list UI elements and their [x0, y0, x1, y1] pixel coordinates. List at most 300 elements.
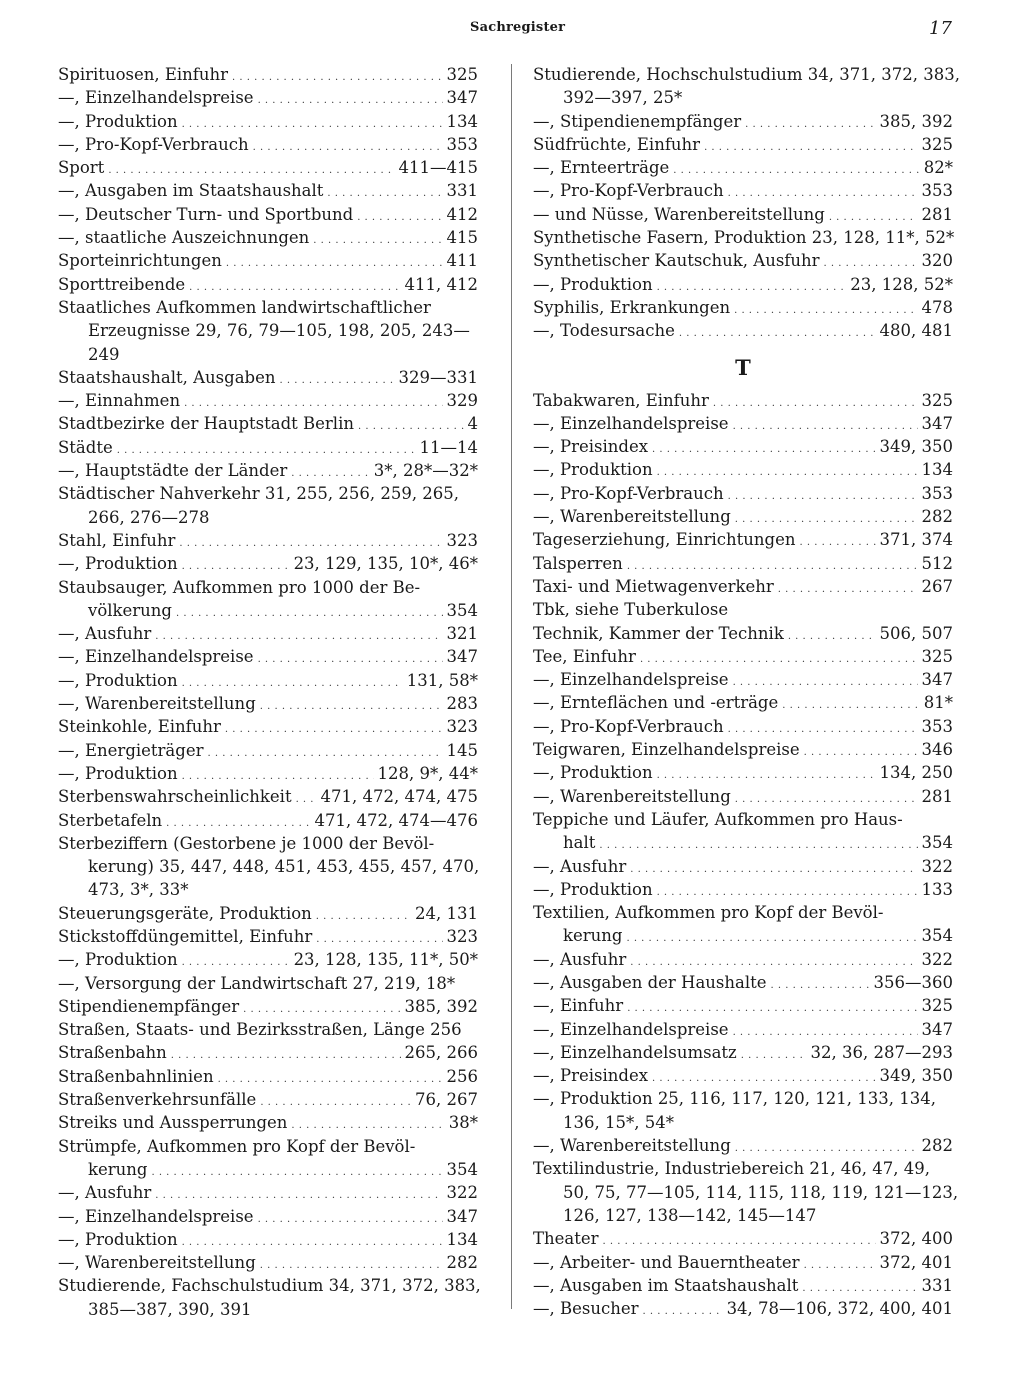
index-entry — [533, 948, 953, 971]
entry-term: Staubsauger, Aufkommen pro 1000 der Be- — [58, 577, 421, 597]
entry-term: —, Pro-Kopf-Verbrauch — [58, 134, 249, 154]
index-entry — [58, 459, 478, 482]
entry-page-refs: 354 — [921, 833, 953, 853]
index-entry — [58, 925, 478, 948]
entry-term: Sterbetafeln — [58, 810, 163, 830]
entry-term: —, Ernteerträge — [533, 158, 670, 178]
entry-term: 126, 127, 138—142, 145—147 — [563, 1205, 817, 1225]
entry-page-refs: 3*, 28*—32* — [373, 461, 478, 481]
index-entry — [533, 738, 953, 761]
index-entry — [58, 529, 478, 552]
entry-page-refs: 323 — [446, 530, 478, 550]
index-entry — [533, 412, 953, 435]
entry-term: —, Ausgaben im Staatshaushalt — [58, 181, 324, 201]
running-title: Sachregister — [470, 20, 566, 35]
entry-page-refs: 131, 58* — [406, 670, 478, 690]
entry-page-refs: 267 — [921, 576, 953, 596]
entry-page-refs: 347 — [446, 88, 478, 108]
index-entry — [58, 739, 478, 762]
index-entry — [533, 1227, 953, 1250]
entry-term: —, Stipendienempfänger — [533, 111, 742, 131]
entry-term: —, Produktion — [533, 460, 653, 480]
entry-page-refs: 471, 472, 474, 475 — [320, 787, 478, 807]
entry-term: —, Preisindex — [533, 1066, 649, 1086]
entry-page-refs: 353 — [921, 483, 953, 503]
index-entry-continuation — [533, 1181, 959, 1204]
index-entry-continuation — [58, 1298, 478, 1321]
entry-page-refs: 325 — [921, 646, 953, 666]
entry-page-refs: 412 — [446, 204, 478, 224]
entry-term: —, Pro-Kopf-Verbrauch — [533, 716, 724, 736]
index-entry-continuation — [533, 86, 953, 109]
index-entry — [58, 1205, 478, 1228]
entry-term: —, Warenbereitstellung — [533, 507, 731, 527]
index-entry — [58, 412, 478, 435]
entry-page-refs: 322 — [446, 1183, 478, 1203]
entry-term: Staatshaushalt, Ausgaben — [58, 367, 276, 387]
entry-page-refs: 353 — [921, 716, 953, 736]
entry-term: —, Energieträger — [58, 740, 204, 760]
entry-term: Stadtbezirke der Hauptstadt Berlin — [58, 414, 354, 434]
entry-term: —, Ausfuhr — [58, 624, 152, 644]
entry-term: Tee, Einfuhr — [533, 646, 636, 666]
entry-page-refs: 385, 392 — [404, 996, 478, 1016]
entry-term: —, Pro-Kopf-Verbrauch — [533, 483, 724, 503]
entry-term: Sporteinrichtungen — [58, 251, 222, 271]
index-column-left — [58, 63, 481, 1321]
entry-page-refs: 4 — [467, 414, 478, 434]
index-entry — [533, 528, 953, 551]
entry-term: Straßenbahnlinien — [58, 1066, 214, 1086]
entry-term: —, Produktion — [58, 763, 178, 783]
entry-page-refs: 372, 401 — [879, 1252, 953, 1272]
entry-term: — und Nüsse, Warenbereitstellung — [533, 204, 825, 224]
entry-term: —, Ausfuhr — [533, 856, 627, 876]
index-entry — [533, 482, 953, 505]
entry-term: Staatliches Aufkommen landwirtschaftlicher — [58, 297, 431, 317]
index-entry — [58, 1088, 478, 1111]
index-entry — [58, 1111, 478, 1134]
index-entry — [58, 1065, 478, 1088]
entry-term: —, Produktion — [58, 111, 178, 131]
index-entry — [533, 855, 953, 878]
entry-page-refs: 265, 266 — [404, 1043, 478, 1063]
section-letter: T — [735, 354, 751, 380]
entry-term: kerung — [88, 1159, 148, 1179]
index-entry — [533, 715, 953, 738]
entry-term: Syphilis, Erkrankungen — [533, 297, 731, 317]
entry-term: 50, 75, 77—105, 114, 115, 118, 119, 121—123, — [563, 1182, 959, 1202]
entry-term: Sterbenswahrscheinlichkeit — [58, 787, 292, 807]
entry-term: —, Produktion — [58, 554, 178, 574]
index-entry — [533, 133, 953, 156]
index-entry — [533, 203, 953, 226]
entry-term: —, Produktion — [58, 1229, 178, 1249]
entry-term: Sporttreibende — [58, 274, 186, 294]
index-entry — [533, 1134, 953, 1157]
entry-page-refs: 23, 129, 135, 10*, 46* — [293, 554, 478, 574]
entry-term: —, Deutscher Turn- und Sportbund — [58, 204, 354, 224]
index-entry — [58, 179, 478, 202]
entry-term: Talsperren — [533, 553, 623, 573]
entry-page-refs: 347 — [921, 670, 953, 690]
entry-term: Tageserziehung, Einrichtungen — [533, 530, 796, 550]
index-entry — [533, 808, 953, 831]
entry-page-refs: 385, 392 — [879, 111, 953, 131]
entry-term: —, Einzelhandelspreise — [533, 670, 729, 690]
entry-term: —, Produktion — [58, 950, 178, 970]
index-entry-continuation — [58, 319, 478, 342]
entry-page-refs: 411 — [446, 251, 478, 271]
index-entry — [533, 1087, 953, 1110]
entry-term: kerung) 35, 447, 448, 451, 453, 455, 457, 470, — [88, 857, 480, 877]
entry-page-refs: 323 — [446, 926, 478, 946]
index-entry — [58, 1274, 481, 1297]
index-entry — [533, 1041, 953, 1064]
index-entry — [58, 1181, 478, 1204]
entry-page-refs: 349, 350 — [879, 1066, 953, 1086]
index-entry — [533, 622, 953, 645]
index-entry — [58, 576, 478, 599]
entry-term: —, Warenbereitstellung — [533, 786, 731, 806]
entry-page-refs: 76, 267 — [415, 1090, 478, 1110]
index-entry — [533, 156, 953, 179]
entry-term: —, staatliche Auszeichnungen — [58, 228, 310, 248]
entry-term: —, Einzelhandelspreise — [58, 1206, 254, 1226]
index-entry — [58, 110, 478, 133]
index-entry — [533, 389, 953, 412]
entry-term: Städte — [58, 437, 113, 457]
entry-term: —, Ernteflächen und -erträge — [533, 693, 779, 713]
index-entry — [58, 436, 478, 459]
entry-page-refs: 32, 36, 287—293 — [810, 1042, 953, 1062]
index-entry — [533, 575, 953, 598]
entry-page-refs: 356—360 — [873, 972, 953, 992]
entry-page-refs: 480, 481 — [879, 321, 953, 341]
entry-term: —, Pro-Kopf-Verbrauch — [533, 181, 724, 201]
dot-leader — [778, 575, 918, 601]
entry-page-refs: 331 — [446, 181, 478, 201]
entry-term: —, Todesursache — [533, 321, 675, 341]
index-entry — [58, 972, 478, 995]
entry-page-refs: 512 — [921, 553, 953, 573]
entry-term: Teigwaren, Einzelhandelspreise — [533, 740, 800, 760]
entry-page-refs: 134 — [921, 460, 953, 480]
index-entry — [533, 63, 960, 86]
index-entry — [58, 1041, 478, 1064]
entry-page-refs: 325 — [921, 134, 953, 154]
entry-term: Taxi- und Mietwagenverkehr — [533, 576, 774, 596]
entry-term: Straßenverkehrsunfälle — [58, 1090, 257, 1110]
entry-term: —, Einfuhr — [533, 996, 624, 1016]
entry-page-refs: 471, 472, 474—476 — [314, 810, 478, 830]
entry-page-refs: 411—415 — [398, 158, 478, 178]
entry-term: —, Arbeiter- und Bauerntheater — [533, 1252, 800, 1272]
index-entry-continuation — [533, 1111, 953, 1134]
index-entry — [58, 226, 478, 249]
entry-term: —, Ausfuhr — [533, 949, 627, 969]
index-entry — [58, 482, 478, 505]
index-entry — [533, 226, 953, 249]
entry-term: —, Einzelhandelspreise — [533, 1019, 729, 1039]
index-entry — [58, 203, 478, 226]
index-entry-continuation — [58, 506, 478, 529]
index-entry — [58, 156, 478, 179]
entry-term: halt — [563, 833, 596, 853]
index-entry-continuation — [58, 878, 478, 901]
entry-page-refs: 325 — [446, 65, 478, 84]
entry-term: —, Versorgung der Landwirtschaft 27, 219, 18* — [58, 973, 456, 993]
entry-term: Streiks und Aussperrungen — [58, 1113, 288, 1133]
entry-term: —, Einzelhandelsumsatz — [533, 1042, 737, 1062]
entry-term: Steuerungsgeräte, Produktion — [58, 903, 312, 923]
dot-leader — [643, 1297, 723, 1323]
entry-term: —, Preisindex — [533, 437, 649, 457]
index-entry — [58, 809, 478, 832]
index-entry — [533, 1018, 953, 1041]
column-divider — [511, 64, 512, 1309]
entry-page-refs: 329 — [446, 391, 478, 411]
index-entry — [58, 622, 478, 645]
entry-term: Studierende, Hochschulstudium 34, 371, 372, 383, — [533, 65, 960, 84]
index-entry — [58, 1018, 478, 1041]
entry-term: Städtischer Nahverkehr 31, 255, 256, 259, 265, — [58, 484, 460, 504]
entry-page-refs: 145 — [446, 740, 478, 760]
index-entry — [533, 598, 953, 621]
entry-term: Synthetischer Kautschuk, Ausfuhr — [533, 251, 820, 271]
index-entry — [533, 273, 953, 296]
index-entry — [58, 86, 478, 109]
entry-term: Spirituosen, Einfuhr — [58, 65, 229, 84]
entry-term: 249 — [88, 344, 120, 364]
entry-page-refs: 329—331 — [398, 367, 478, 387]
index-entry — [58, 273, 478, 296]
entry-term: 136, 15*, 54* — [563, 1112, 674, 1132]
entry-term: 385—387, 390, 391 — [88, 1299, 252, 1319]
index-entry-continuation — [533, 924, 953, 947]
entry-term: Technik, Kammer der Technik — [533, 623, 784, 643]
entry-page-refs: 354 — [921, 926, 953, 946]
entry-term: Straßenbahn — [58, 1043, 167, 1063]
entry-term: Erzeugnisse 29, 76, 79—105, 198, 205, 243— — [88, 321, 470, 341]
index-entry-continuation — [58, 343, 478, 366]
entry-term: Tbk, siehe Tuberkulose — [533, 600, 729, 620]
index-entry-continuation — [533, 831, 953, 854]
index-entry — [58, 762, 478, 785]
entry-page-refs: 325 — [921, 996, 953, 1016]
index-entry — [533, 458, 953, 481]
index-entry — [58, 692, 478, 715]
entry-term: Strümpfe, Aufkommen pro Kopf der Bevöl- — [58, 1136, 416, 1156]
entry-page-refs: 321 — [446, 624, 478, 644]
entry-term: Steinkohle, Einfuhr — [58, 717, 221, 737]
index-entry — [58, 249, 478, 272]
entry-term: —, Warenbereitstellung — [58, 1253, 256, 1273]
index-entry — [58, 902, 478, 925]
entry-page-refs: 256 — [446, 1066, 478, 1086]
entry-page-refs: 371, 374 — [879, 530, 953, 550]
entry-term: Stipendienempfänger — [58, 996, 240, 1016]
entry-term: Sport — [58, 158, 105, 178]
index-entry — [533, 691, 953, 714]
index-entry — [533, 1274, 953, 1297]
entry-page-refs: 24, 131 — [415, 903, 478, 923]
index-entry — [58, 995, 478, 1018]
entry-page-refs: 331 — [921, 1275, 953, 1295]
entry-term: Stickstoffdüngemittel, Einfuhr — [58, 926, 313, 946]
index-entry — [58, 785, 478, 808]
entry-term: Textilindustrie, Industriebereich 21, 46, 47, 49, — [533, 1159, 931, 1179]
entry-term: Teppiche und Läufer, Aufkommen pro Haus- — [533, 809, 903, 829]
entry-term: kerung — [563, 926, 623, 946]
index-entry — [533, 1157, 953, 1180]
entry-page-refs: 347 — [446, 647, 478, 667]
entry-term: Stahl, Einfuhr — [58, 530, 176, 550]
entry-page-refs: 320 — [921, 251, 953, 271]
index-entry — [533, 319, 953, 342]
entry-term: —, Produktion — [58, 670, 178, 690]
index-entry — [533, 435, 953, 458]
entry-page-refs: 411, 412 — [404, 274, 478, 294]
entry-term: 392—397, 25* — [563, 88, 683, 108]
index-entry — [58, 1251, 478, 1274]
index-entry — [533, 1251, 953, 1274]
index-entry — [533, 110, 953, 133]
entry-term: —, Produktion 25, 116, 117, 120, 121, 133, 134, — [533, 1089, 936, 1109]
index-entry — [58, 389, 478, 412]
index-entry — [533, 645, 953, 668]
entry-page-refs: 354 — [446, 600, 478, 620]
entry-page-refs: 325 — [921, 390, 953, 410]
entry-term: Textilien, Aufkommen pro Kopf der Bevöl- — [533, 903, 884, 923]
index-entry — [58, 715, 478, 738]
index-entry — [533, 249, 953, 272]
entry-term: —, Einnahmen — [58, 391, 181, 411]
index-entry-continuation — [58, 1158, 478, 1181]
index-entry — [58, 296, 478, 319]
index-entry — [58, 133, 478, 156]
dot-leader — [679, 319, 876, 345]
entry-term: Studierende, Fachschulstudium 34, 371, 372, 383, — [58, 1276, 481, 1296]
entry-term: —, Warenbereitstellung — [58, 694, 256, 714]
entry-term: —, Besucher — [533, 1299, 639, 1319]
entry-page-refs: 353 — [921, 181, 953, 201]
entry-page-refs: 282 — [921, 1136, 953, 1156]
entry-term: —, Einzelhandelspreise — [58, 647, 254, 667]
index-entry — [533, 505, 953, 528]
page-number: 17 — [929, 18, 952, 39]
entry-page-refs: 134, 250 — [879, 763, 953, 783]
entry-page-refs: 133 — [921, 879, 953, 899]
entry-term: —, Ausgaben im Staatshaushalt — [533, 1275, 799, 1295]
entry-page-refs: 82* — [923, 158, 953, 178]
entry-page-refs: 322 — [921, 856, 953, 876]
index-column-right — [533, 63, 960, 1320]
index-entry — [58, 645, 478, 668]
entry-page-refs: 347 — [446, 1206, 478, 1226]
entry-page-refs: 349, 350 — [879, 437, 953, 457]
entry-page-refs: 353 — [446, 134, 478, 154]
entry-term: —, Produktion — [533, 274, 653, 294]
index-entry — [58, 832, 478, 855]
entry-page-refs: 506, 507 — [879, 623, 953, 643]
entry-page-refs: 81* — [923, 693, 953, 713]
entry-page-refs: 323 — [446, 717, 478, 737]
index-entry — [533, 878, 953, 901]
entry-term: —, Produktion — [533, 763, 653, 783]
entry-page-refs: 281 — [921, 786, 953, 806]
entry-page-refs: 354 — [446, 1159, 478, 1179]
entry-term: Synthetische Fasern, Produktion 23, 128, 11*, 52* — [533, 228, 955, 248]
entry-term: —, Produktion — [533, 879, 653, 899]
index-entry — [533, 761, 953, 784]
index-entry-continuation — [58, 599, 478, 622]
index-entry-continuation — [58, 855, 478, 878]
entry-page-refs: 134 — [446, 1229, 478, 1249]
entry-term: Sterbeziffern (Gestorbene je 1000 der Bevöl- — [58, 833, 435, 853]
entry-term: —, Warenbereitstellung — [533, 1136, 731, 1156]
entry-term: —, Einzelhandelspreise — [58, 88, 254, 108]
entry-page-refs: 283 — [446, 694, 478, 714]
entry-term: 473, 3*, 33* — [88, 880, 189, 900]
index-entry — [58, 1228, 478, 1251]
entry-term: Theater — [533, 1229, 599, 1249]
index-entry — [533, 785, 953, 808]
index-entry — [533, 1064, 953, 1087]
index-entry — [533, 971, 953, 994]
index-entry-continuation — [533, 1204, 953, 1227]
index-entry — [58, 948, 478, 971]
page-header — [0, 18, 1024, 42]
index-entry — [533, 901, 953, 924]
entry-term: Straßen, Staats- und Bezirksstraßen, Länge 256 — [58, 1020, 462, 1040]
index-entry — [58, 669, 478, 692]
index-entry — [533, 179, 953, 202]
entry-page-refs: 347 — [921, 413, 953, 433]
index-entry — [58, 1135, 478, 1158]
entry-page-refs: 23, 128, 135, 11*, 50* — [293, 950, 478, 970]
entry-page-refs: 34, 78—106, 372, 400, 401 — [726, 1299, 953, 1319]
entry-page-refs: 282 — [446, 1253, 478, 1273]
entry-page-refs: 346 — [921, 740, 953, 760]
entry-page-refs: 281 — [921, 204, 953, 224]
entry-page-refs: 415 — [446, 228, 478, 248]
entry-term: 266, 276—278 — [88, 507, 210, 527]
index-entry — [533, 1297, 953, 1320]
index-entry — [58, 63, 478, 86]
entry-page-refs: 134 — [446, 111, 478, 131]
entry-term: Tabakwaren, Einfuhr — [533, 390, 709, 410]
index-entry — [58, 552, 478, 575]
index-entry — [58, 366, 478, 389]
entry-page-refs: 347 — [921, 1019, 953, 1039]
entry-term: —, Ausgaben der Haushalte — [533, 972, 767, 992]
entry-term: Südfrüchte, Einfuhr — [533, 134, 701, 154]
entry-term: —, Einzelhandelspreise — [533, 413, 729, 433]
entry-term: —, Hauptstädte der Länder — [58, 461, 288, 481]
entry-page-refs: 23, 128, 52* — [850, 274, 953, 294]
entry-term: völkerung — [88, 600, 172, 620]
entry-page-refs: 128, 9*, 44* — [377, 763, 478, 783]
entry-page-refs: 38* — [448, 1113, 478, 1133]
entry-page-refs: 11—14 — [419, 437, 478, 457]
entry-page-refs: 372, 400 — [879, 1229, 953, 1249]
entry-term: —, Ausfuhr — [58, 1183, 152, 1203]
entry-page-refs: 282 — [921, 507, 953, 527]
entry-page-refs: 478 — [921, 297, 953, 317]
index-entry — [533, 552, 953, 575]
index-entry — [533, 668, 953, 691]
